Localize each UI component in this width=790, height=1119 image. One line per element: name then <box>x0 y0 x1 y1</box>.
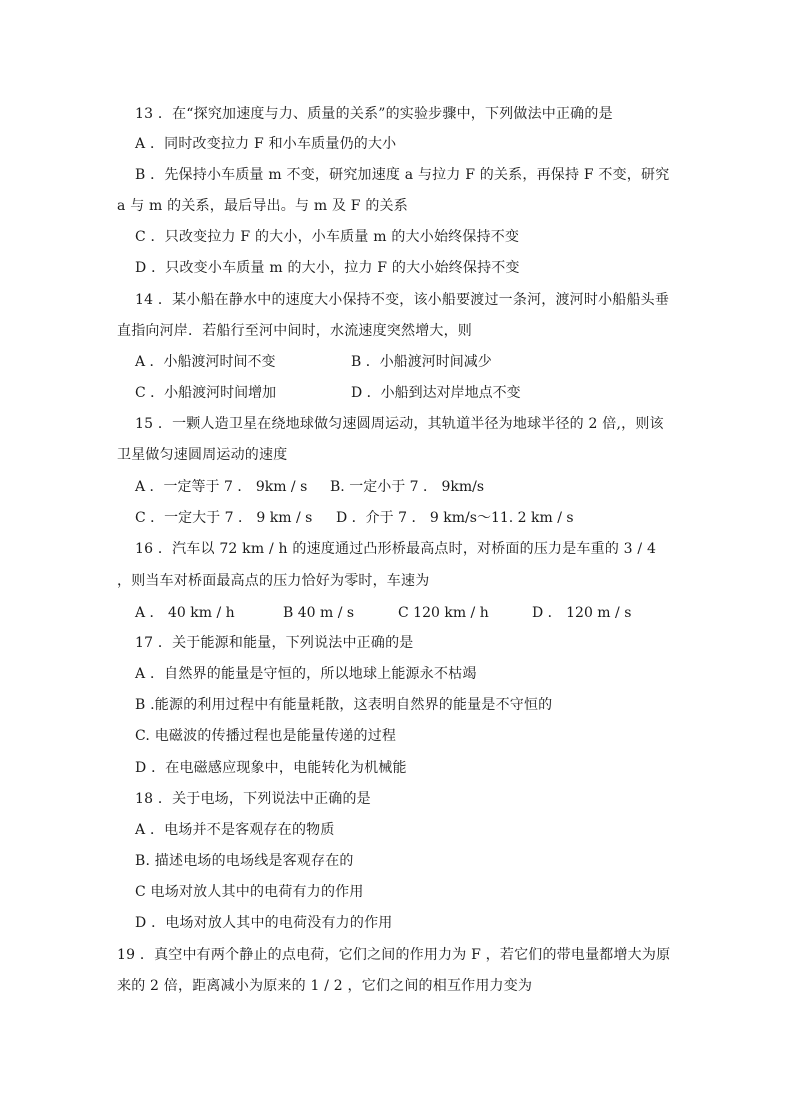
question-14-stem-line2: 直指向河岸．若船行至河中间时，水流速度突然增大，则 <box>117 323 472 339</box>
question-15-option-d: D ．介于 7 ． 9 km/s～11. 2 km / s <box>336 510 574 526</box>
question-18-stem: 18 ．关于电场，下列说法中正确的是 <box>135 791 371 807</box>
question-18-option-b: B. 描述电场的电场线是客观存在的 <box>135 853 354 869</box>
question-13-option-c: C ．只改变拉力 F 的大小，小车质量 m 的大小始终保持不变 <box>135 229 520 245</box>
question-16-option-a: A ． 40 km / h <box>135 605 235 621</box>
question-16-option-d: D ． 120 m / s <box>532 605 632 621</box>
question-13-option-a: A ．同时改变拉力 F 和小车质量仍的大小 <box>135 136 397 152</box>
question-19-stem-line1: 19 ．真空中有两个静止的点电荷，它们之间的作用力为 F ，若它们的带电量都增大为原 <box>117 947 671 963</box>
question-13-option-b-line2: a 与 m 的关系，最后导出。与 m 及 F 的关系 <box>117 198 408 214</box>
question-13-option-b-line1: B ．先保持小车质量 m 不变，研究加速度 a 与拉力 F 的关系，再保持 F 不变，研究 <box>135 167 670 183</box>
question-16-stem-line2: ，则当车对桥面最高点的压力恰好为零时，车速为 <box>117 573 430 589</box>
question-18-option-a: A ．电场并不是客观存在的物质 <box>135 822 335 838</box>
question-15-stem-line2: 卫星做匀速圆周运动的速度 <box>117 447 288 463</box>
question-17-option-b: B .能源的利用过程中有能量耗散，这表明自然界的能量是不守恒的 <box>135 697 553 713</box>
question-19-stem-line2: 来的 2 倍，距离减小为原来的 1 / 2 ，它们之间的相互作用力变为 <box>117 978 533 994</box>
question-17-stem: 17 ．关于能源和能量，下列说法中正确的是 <box>135 635 414 651</box>
question-17-option-d: D ．在电磁感应现象中，电能转化为机械能 <box>135 760 407 776</box>
question-15-option-a: A ．一定等于 7 ． 9km / s <box>135 479 308 495</box>
question-16-option-b: B 40 m / s <box>283 605 355 621</box>
question-14-option-d: D ．小船到达对岸地点不变 <box>351 385 521 401</box>
question-15-option-b: B. 一定小于 7 ． 9km/s <box>330 479 485 495</box>
question-16-option-c: C 120 km / h <box>398 605 489 621</box>
question-15-option-c: C ．一定大于 7 ． 9 km / s <box>135 510 313 526</box>
question-18-option-d: D ．电场对放人其中的电荷没有力的作用 <box>135 915 393 931</box>
question-14-option-c: C ．小船渡河时间增加 <box>135 385 277 401</box>
question-16-stem-line1: 16 ．汽车以 72 km / h 的速度通过凸形桥最高点时，对桥面的压力是车重的 3 / 4 <box>135 541 657 557</box>
question-18-option-c: C 电场对放人其中的电荷有力的作用 <box>135 884 364 900</box>
question-13-option-d: D ．只改变小车质量 m 的大小，拉力 F 的大小始终保持不变 <box>135 260 520 276</box>
question-14-option-a: A ．小船渡河时间不变 <box>135 354 276 370</box>
question-14-stem-line1: 14 ．某小船在静水中的速度大小保持不变，该小船要渡过一条河，渡河时小船船头垂 <box>135 292 670 308</box>
question-17-option-c: C. 电磁波的传播过程也是能量传递的过程 <box>135 728 397 744</box>
question-13-stem: 13 ．在“探究加速度与力、质量的关系”的实验步骤中，下列做法中正确的是 <box>135 106 613 122</box>
question-17-option-a: A ．自然界的能量是守恒的，所以地球上能源永不枯竭 <box>135 666 477 682</box>
question-15-stem-line1: 15 ．一颗人造卫星在绕地球做匀速圆周运动，其轨道半径为地球半径的 2 倍,，则该 <box>135 416 664 432</box>
question-14-option-b: B ．小船渡河时间减少 <box>351 354 492 370</box>
